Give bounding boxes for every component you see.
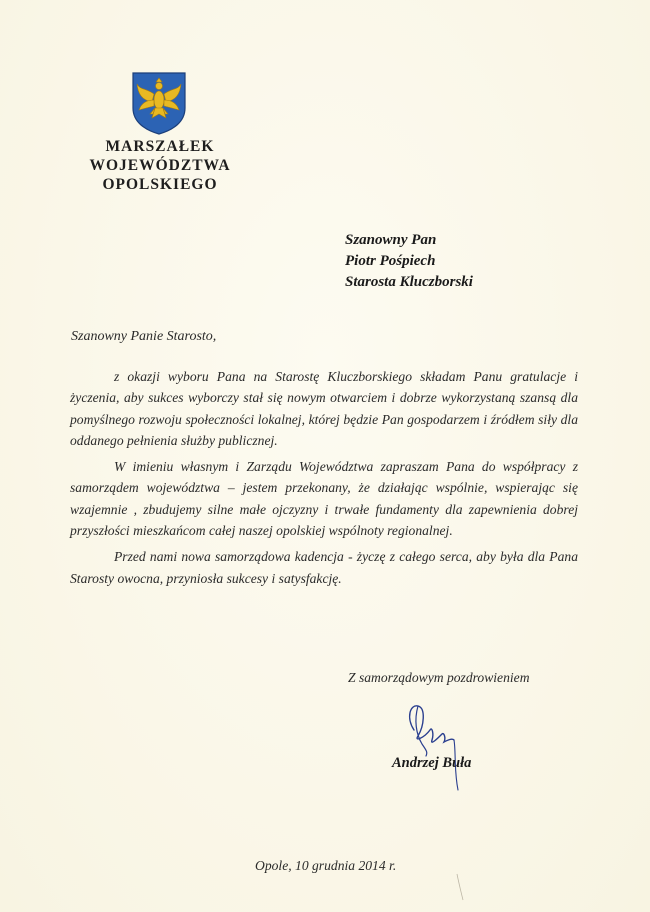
recipient-name: Piotr Pośpiech	[345, 253, 436, 269]
organization-name	[60, 137, 260, 194]
paragraph: W imieniu własnym i Zarządu Województwa zapraszam Pana do współpracy z samorządem województwa – jestem przekonany, że działając wspólnie, wspierając się wzajemnie , zbudujemy silne małe ojczyzny i trwałe fundamenty dla zapewnienia dobrej przyszłości mieszkańcom całej naszej opolskiej wspólnoty regionalnej.	[70, 459, 578, 539]
org-line: WOJEWÓDZTWA	[89, 157, 231, 174]
salutation: Szanowny Panie Starosto,	[71, 329, 217, 344]
org-line: MARSZAŁEK	[105, 138, 215, 155]
closing-phrase: Z samorządowym pozdrowieniem	[348, 670, 530, 685]
paragraph: Przed nami nowa samorządowa kadencja - życzę z całego serca, aby była dla Pana Starosty owocna, przyniosła sukcesy i satysfakcję.	[70, 549, 578, 586]
recipient-address	[345, 230, 473, 293]
org-line: OPOLSKIEGO	[102, 176, 218, 193]
handwritten-signature	[396, 690, 486, 800]
signer-name: Andrzej Buła	[392, 755, 472, 771]
place-and-date: Opole, 10 grudnia 2014 r.	[255, 858, 397, 873]
letter-body	[70, 366, 578, 594]
pencil-mark	[455, 872, 465, 902]
recipient-title: Starosta Kluczborski	[345, 274, 473, 290]
coat-of-arms-icon	[130, 70, 188, 136]
paragraph: z okazji wyboru Pana na Starostę Kluczborskiego składam Panu gratulacje i życzenia, aby sukces wyborczy stał się nowym otwarciem i dobrze wykorzystaną szansą dla pomyślnego rozwoju społeczności lokalnej, której będzie Pan gospodarzem i źródłem siły dla oddanego pełnienia służby publicznej.	[70, 369, 578, 448]
recipient-greeting: Szanowny Pan	[345, 232, 437, 248]
